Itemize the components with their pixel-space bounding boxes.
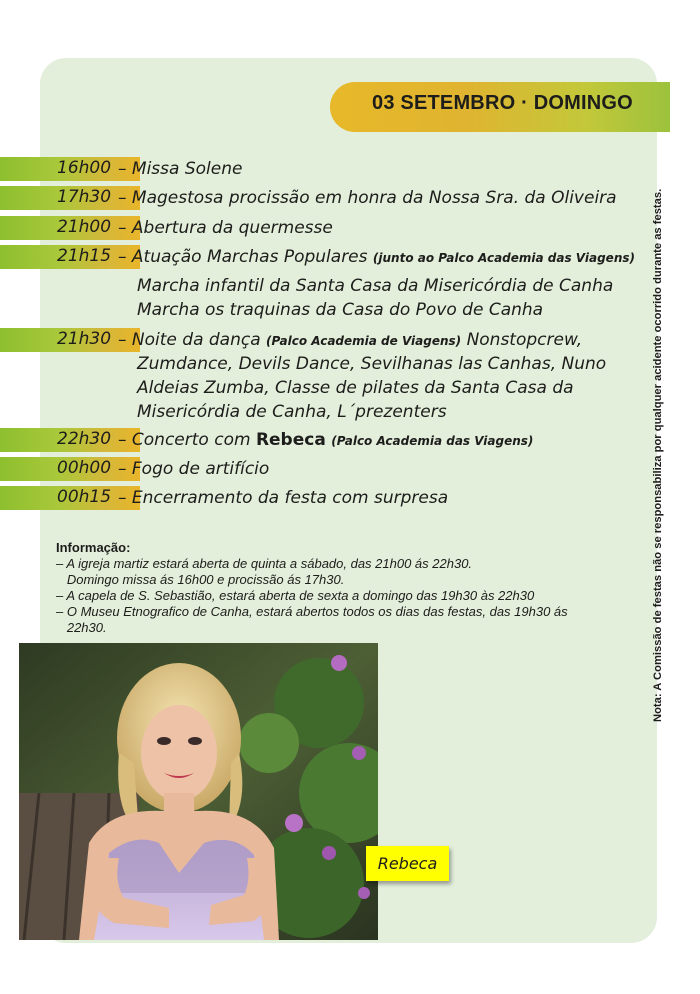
event-description: – Abertura da quermesse xyxy=(118,218,333,238)
info-line: Domingo missa ás 16h00 e procissão ás 17h30. xyxy=(56,572,345,587)
info-line: – A igreja martiz estará aberta de quinta a sábado, das 21h00 ás 22h30. xyxy=(56,556,473,571)
photo-illustration xyxy=(19,643,378,940)
event-description: – Encerramento da festa com surpresa xyxy=(118,488,449,508)
event-description: – Magestosa procissão em honra da Nossa Sra. da Oliveira xyxy=(118,188,617,208)
time-label: 00h15 xyxy=(57,487,112,507)
info-line: – O Museu Etnografico de Canha, estará abertos todos os dias das festas, das 19h30 ás xyxy=(56,604,568,619)
event-detail-line: Zumdance, Devils Dance, Sevilhanas las Canhas, Nuno xyxy=(137,354,607,374)
event-description: – Atuação Marchas Populares (junto ao Palco Academia das Viagens) xyxy=(118,247,635,267)
info-line: – A capela de S. Sebastião, estará aberta de sexta a domingo das 19h30 às 22h30 xyxy=(56,588,535,603)
event-description: – Noite da dança (Palco Academia de Viagens) Nonstopcrew, xyxy=(118,330,583,350)
event-detail-line: Marcha os traquinas da Casa do Povo de Canha xyxy=(137,300,544,320)
time-label: 17h30 xyxy=(57,187,112,207)
info-section xyxy=(56,540,636,636)
time-label: 00h00 xyxy=(57,458,112,478)
event-detail-line: Misericórdia de Canha, L´prezenters xyxy=(137,402,447,422)
event-description: – Missa Solene xyxy=(118,159,243,179)
venue-note: (junto ao Palco Academia das Viagens) xyxy=(372,251,635,265)
artist-name: Rebeca xyxy=(255,430,326,450)
disclaimer-note: Nota: A Comissão de festas não se responsabiliza por qualquer acidente ocorrido durante as festas. xyxy=(652,188,664,722)
date-heading: 03 SETEMBRO · DOMINGO xyxy=(372,92,633,114)
time-label: 22h30 xyxy=(57,429,112,449)
venue-note: (Palco Academia das Viagens) xyxy=(331,434,534,448)
time-label: 21h00 xyxy=(57,217,112,237)
info-line: 22h30. xyxy=(56,620,107,635)
time-label: 21h30 xyxy=(57,329,112,349)
time-label: 21h15 xyxy=(57,246,112,266)
event-detail-line: Aldeias Zumba, Classe de pilates da Santa Casa da xyxy=(137,378,574,398)
photo-caption: Rebeca xyxy=(366,846,449,881)
event-description: – Fogo de artifício xyxy=(118,459,270,479)
artist-photo xyxy=(19,643,378,940)
event-detail-line: Marcha infantil da Santa Casa da Misericórdia de Canha xyxy=(137,276,614,296)
info-title: Informação: xyxy=(56,540,131,555)
time-label: 16h00 xyxy=(57,158,112,178)
venue-note: (Palco Academia de Viagens) xyxy=(266,334,462,348)
event-description: – Concerto com Rebeca (Palco Academia das Viagens) xyxy=(118,430,534,450)
